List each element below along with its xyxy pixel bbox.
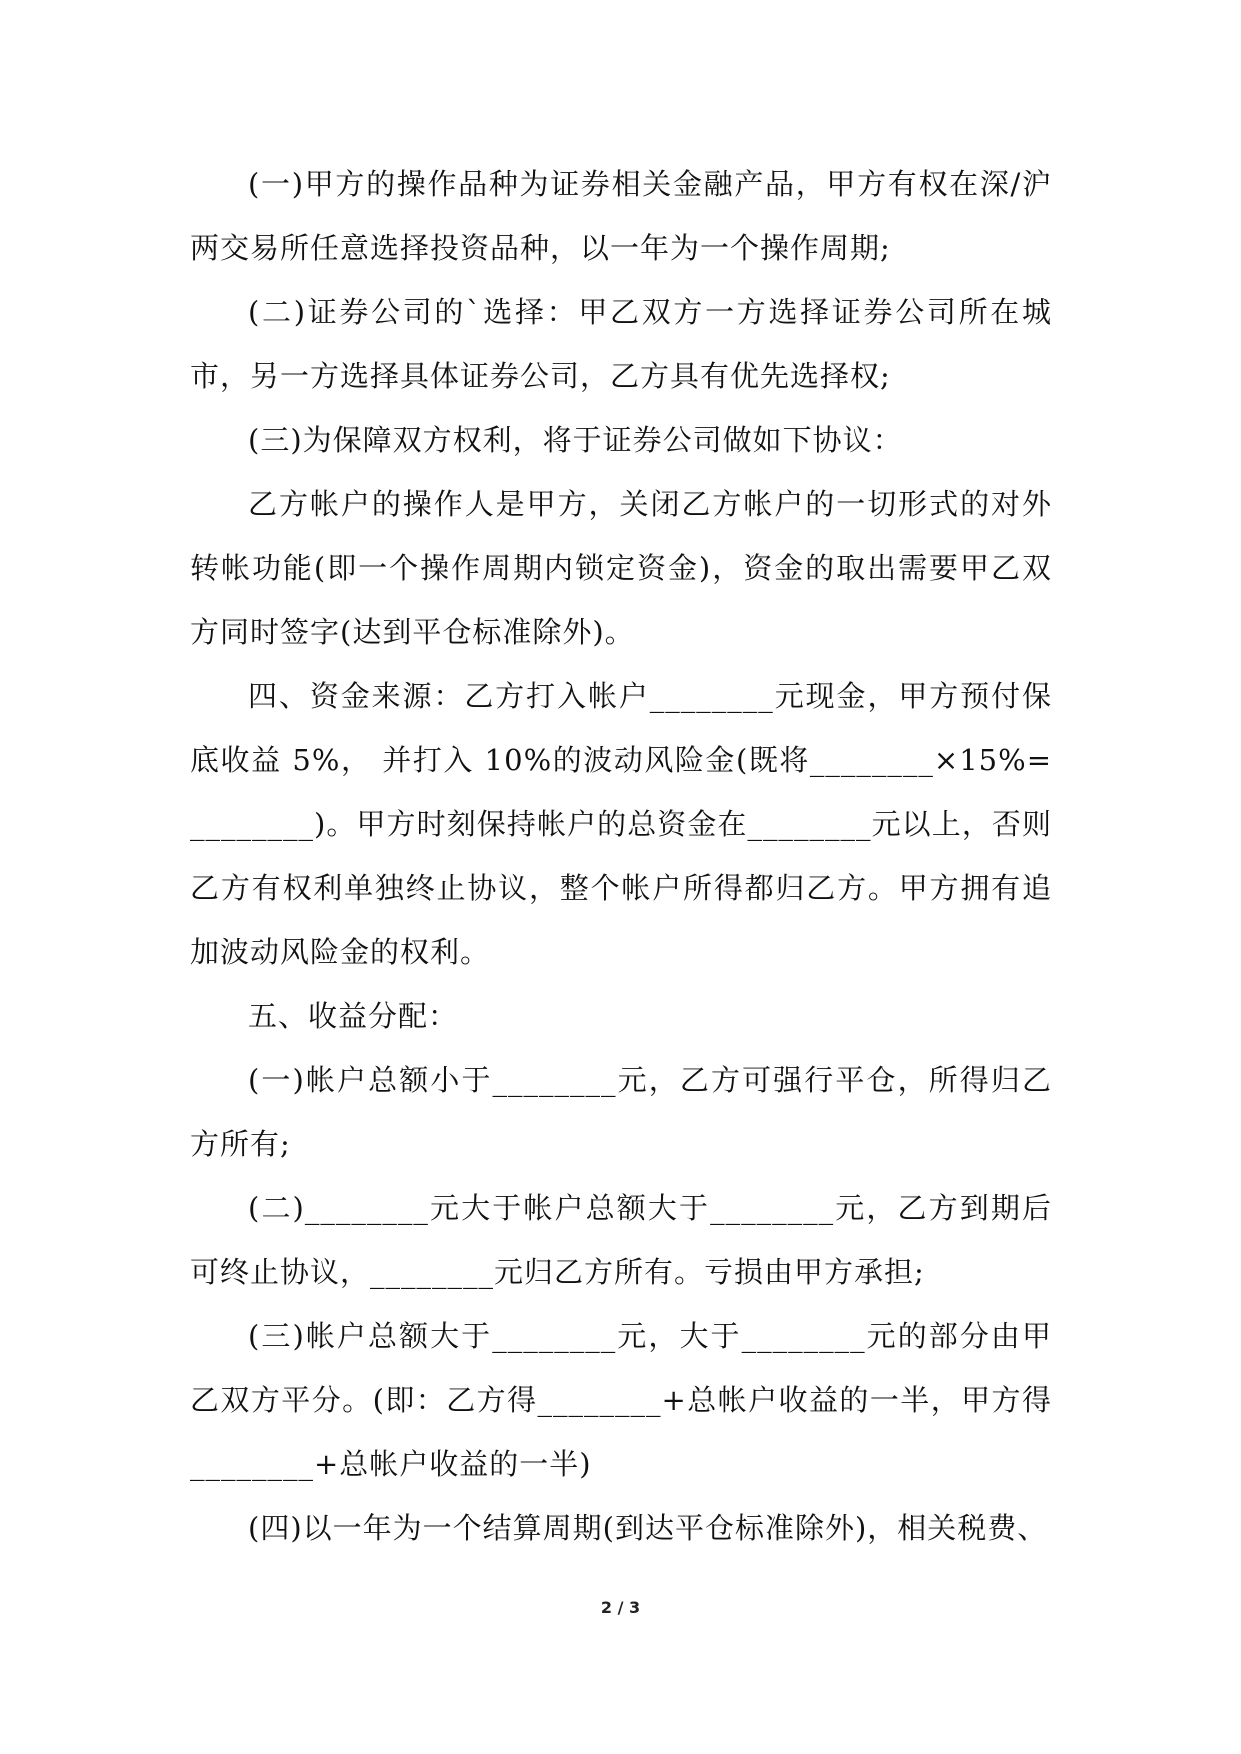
document-body: [190, 152, 1052, 1560]
paragraph-1: (一)甲方的操作品种为证券相关金融产品，甲方有权在深/沪两交易所任意选择投资品种，以一年为一个操作周期;: [190, 167, 1052, 265]
paragraph-5: 四、资金来源：乙方打入帐户________元现金，甲方预付保底收益 5%， 并打入 10%的波动风险金(既将________×15%=________)。甲方时刻保持帐户的总资金在________元以上，否则乙方有权利单独终止协议，整个帐户所得都归乙方。甲方拥有追加波动风险金的权利。: [190, 679, 1052, 969]
page-number: 2 / 3: [600, 1598, 641, 1617]
paragraph-4: 乙方帐户的操作人是甲方，关闭乙方帐户的一切形式的对外转帐功能(即一个操作周期内锁定资金)，资金的取出需要甲乙双方同时签字(达到平仓标准除外)。: [190, 487, 1052, 649]
paragraph-9: (三)帐户总额大于________元，大于________元的部分由甲乙双方平分。(即：乙方得________+总帐户收益的一半，甲方得________+总帐户收益的一半): [190, 1319, 1052, 1481]
paragraph-6: 五、收益分配：: [248, 999, 459, 1033]
paragraph-7: (一)帐户总额小于________元，乙方可强行平仓，所得归乙方所有;: [190, 1063, 1052, 1161]
paragraph-8: (二)________元大于帐户总额大于________元，乙方到期后可终止协议，________元归乙方所有。亏损由甲方承担;: [190, 1191, 1052, 1289]
paragraph-2: (二)证券公司的`选择：甲乙双方一方选择证券公司所在城市，另一方选择具体证券公司，乙方具有优先选择权;: [190, 295, 1052, 393]
paragraph-10: (四)以一年为一个结算周期(到达平仓标准除外)，相关税费、: [248, 1511, 1048, 1545]
paragraph-3: (三)为保障双方权利，将于证券公司做如下协议：: [248, 423, 903, 457]
